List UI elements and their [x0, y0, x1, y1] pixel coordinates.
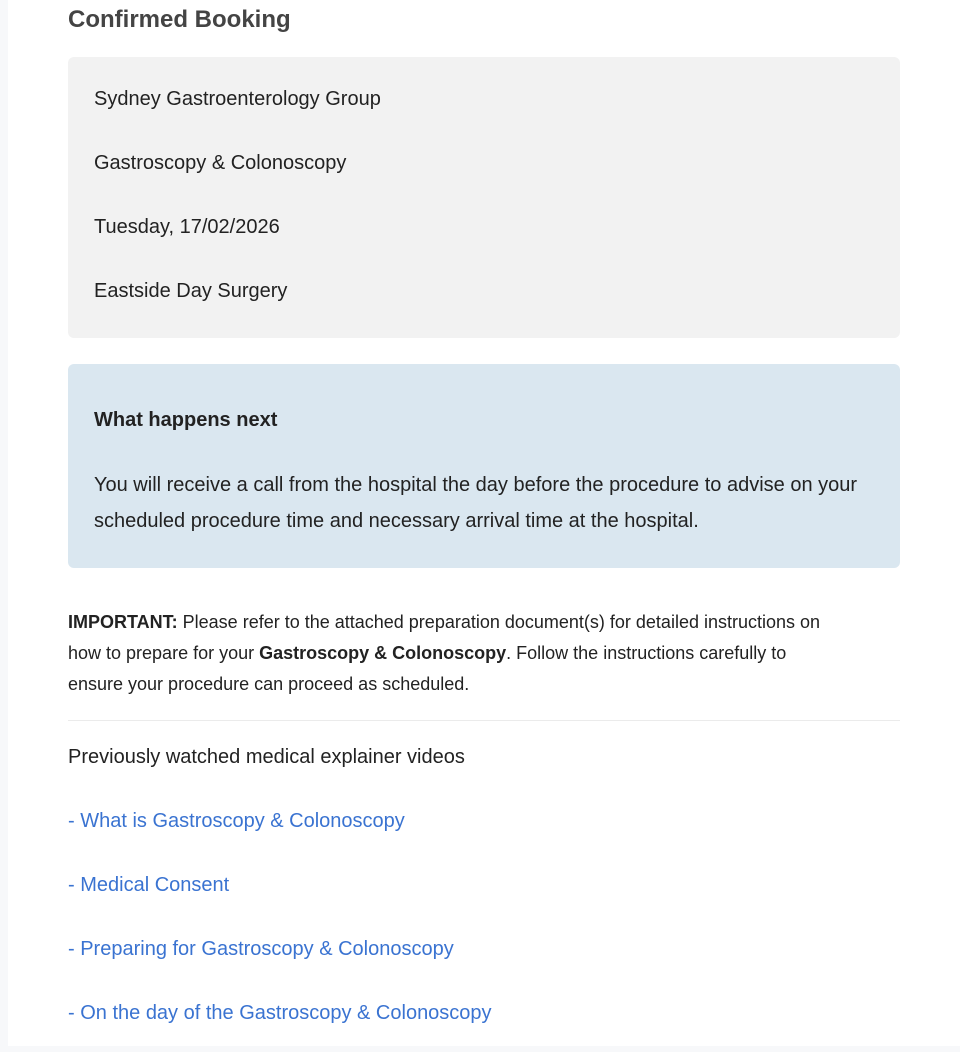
video-link-medical-consent[interactable]: - Medical Consent — [68, 874, 230, 896]
booking-details-card — [68, 57, 900, 338]
video-link-on-the-day[interactable]: - On the day of the Gastroscopy & Colonoscopy — [68, 1002, 492, 1024]
what-happens-next-title: What happens next — [94, 409, 278, 431]
videos-heading: Previously watched medical explainer videos — [68, 746, 465, 768]
important-text: Please refer to the attached preparation document(s) for detailed instructions on how to prepare for your — [68, 612, 821, 663]
practice-name: Sydney Gastroenterology Group — [94, 88, 381, 110]
page — [8, 0, 960, 1046]
what-happens-next-body: You will receive a call from the hospital the day before the procedure to advise on your scheduled procedure time and necessary arrival time at the hospital. — [94, 474, 858, 532]
important-procedure: Gastroscopy & Colonoscopy — [259, 643, 507, 663]
video-link-preparing[interactable]: - Preparing for Gastroscopy & Colonoscopy — [68, 938, 454, 960]
procedure-name: Gastroscopy & Colonoscopy — [94, 152, 347, 174]
important-notice — [68, 607, 828, 700]
page-title: Confirmed Booking — [68, 6, 291, 33]
booking-date: Tuesday, 17/02/2026 — [94, 216, 280, 238]
booking-location: Eastside Day Surgery — [94, 280, 288, 302]
important-label: IMPORTANT: — [68, 612, 178, 632]
important-text-end: . Follow the instructions carefully to ensure your procedure can proceed as scheduled. — [68, 643, 787, 694]
video-link-what-is[interactable]: - What is Gastroscopy & Colonoscopy — [68, 810, 405, 832]
what-happens-next-panel — [68, 364, 900, 568]
divider — [68, 720, 900, 721]
